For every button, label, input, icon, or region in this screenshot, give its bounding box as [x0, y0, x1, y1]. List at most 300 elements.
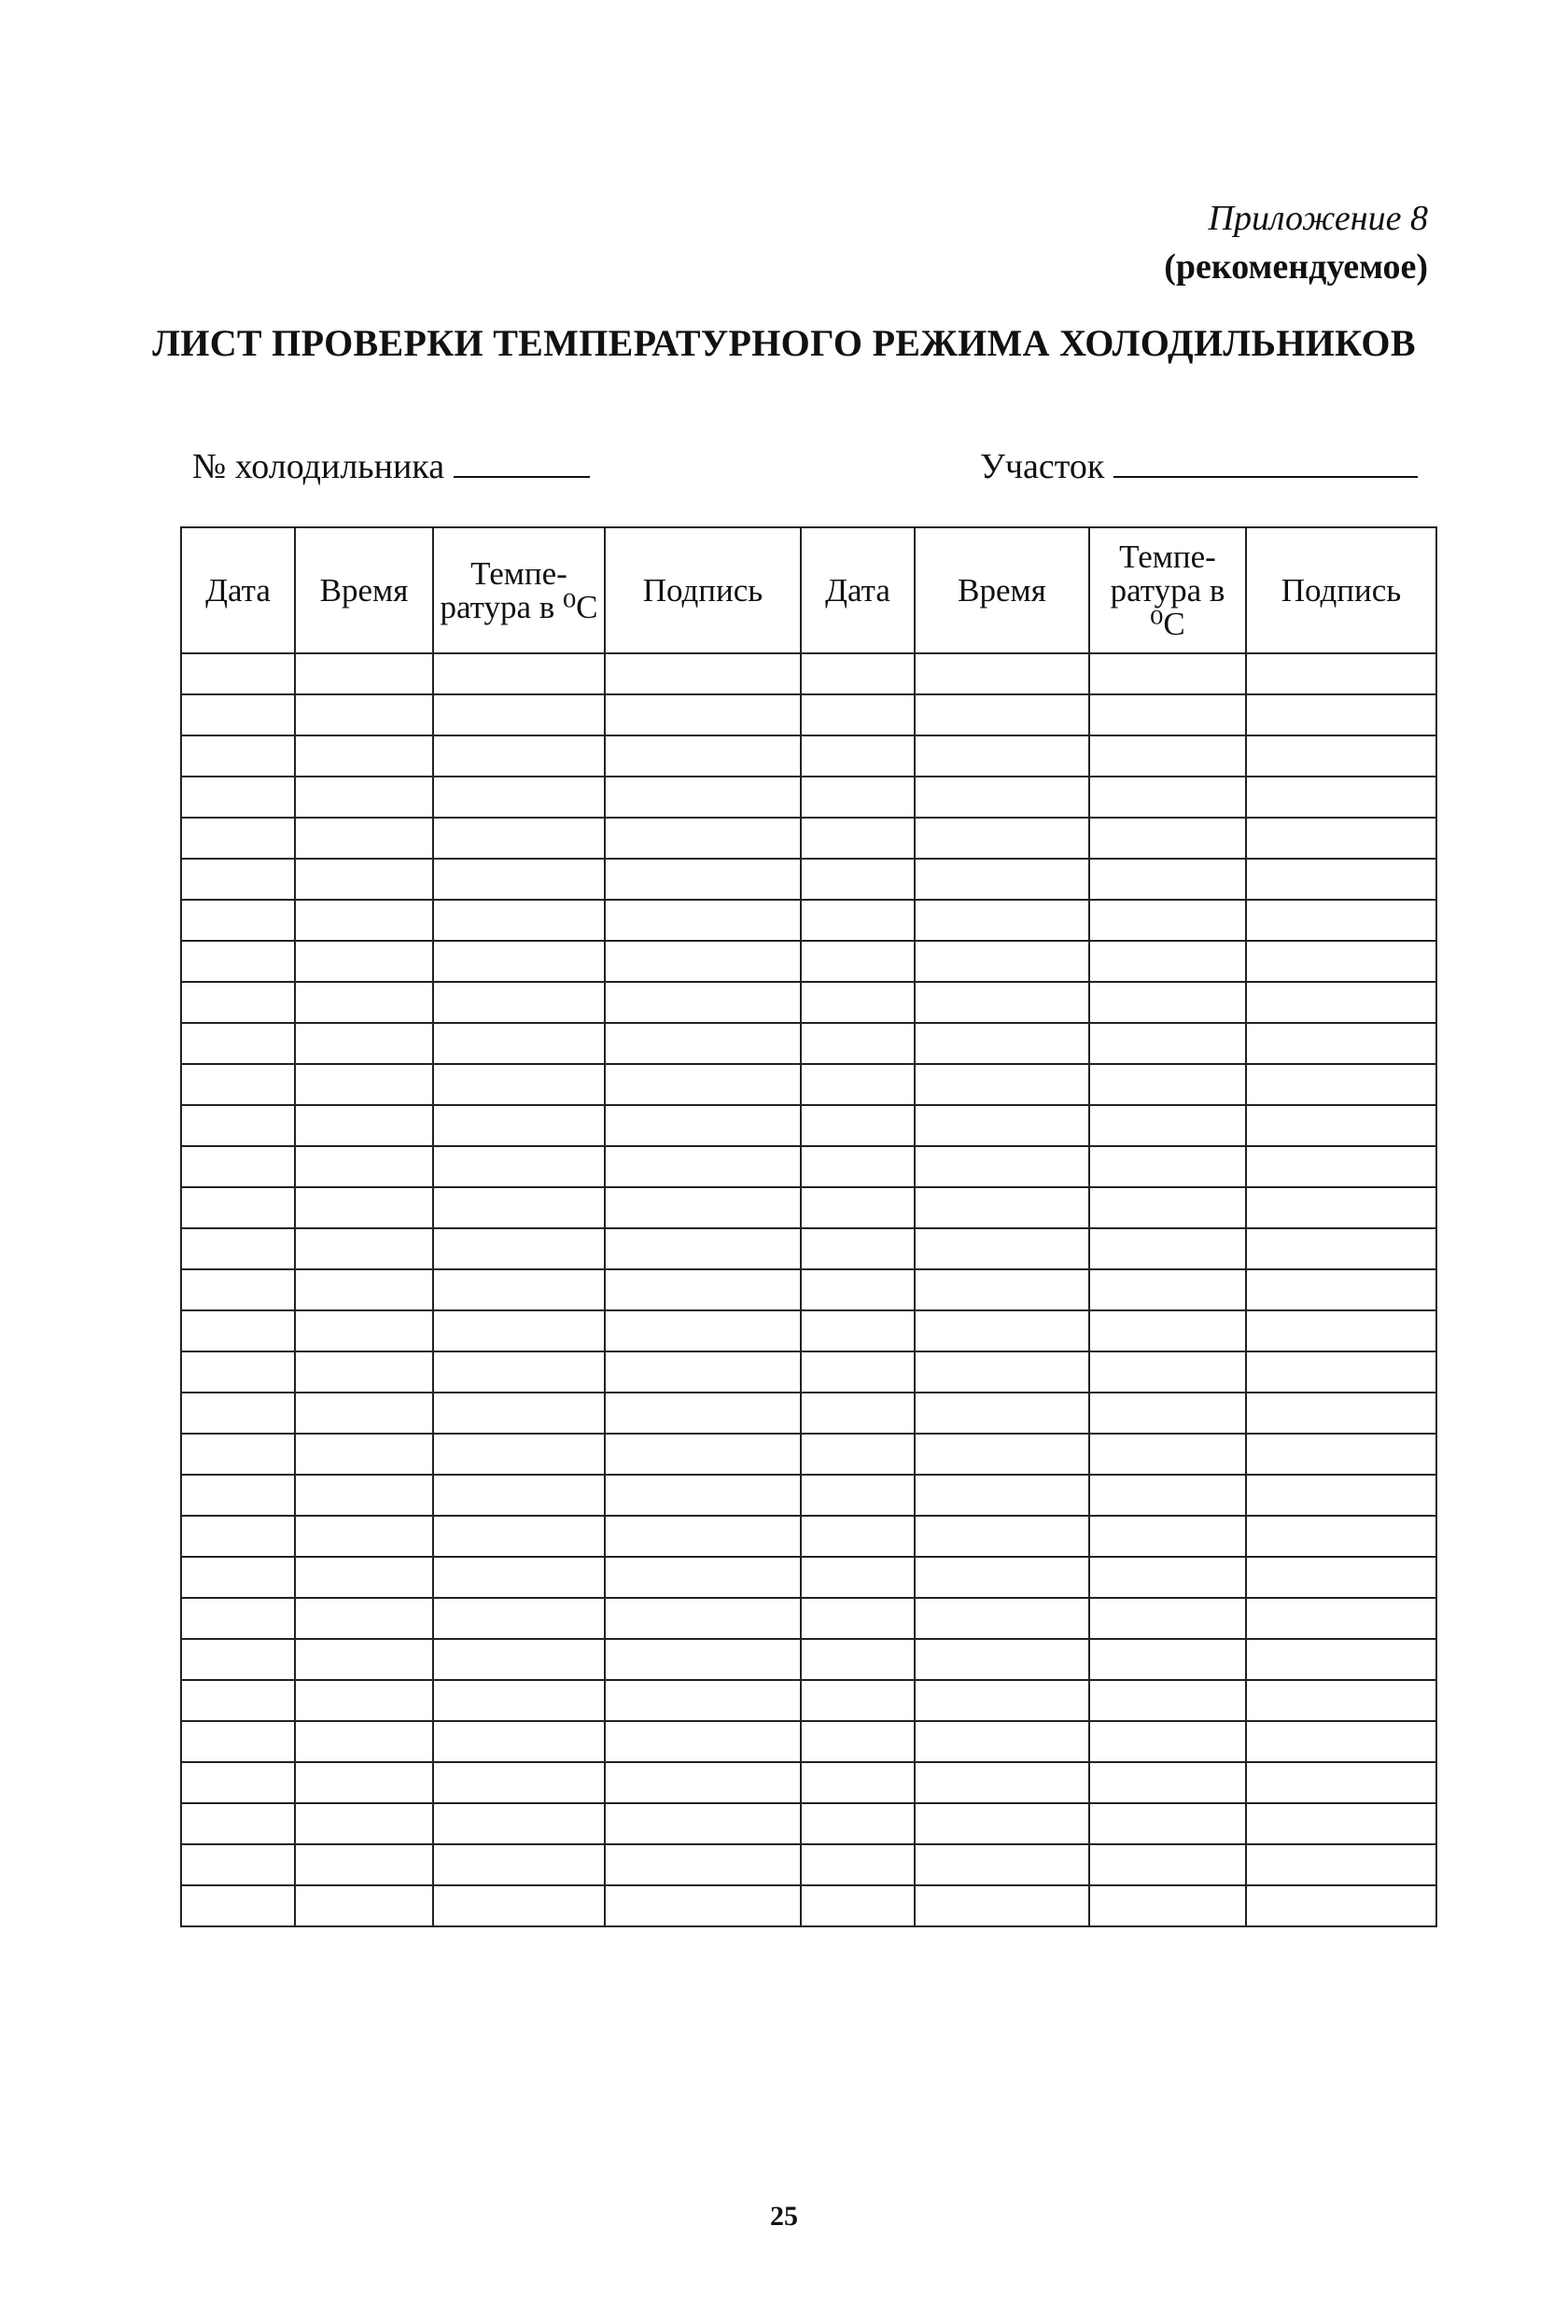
table-cell [295, 941, 433, 982]
table-cell [1089, 1844, 1246, 1885]
table-cell [1246, 1475, 1436, 1516]
table-cell [181, 777, 295, 818]
table-row [181, 1187, 1436, 1228]
table-cell [181, 1064, 295, 1105]
table-cell [433, 818, 605, 859]
table-cell [181, 1639, 295, 1680]
table-cell [433, 1516, 605, 1557]
table-cell [1089, 777, 1246, 818]
table-cell [1089, 1557, 1246, 1598]
table-cell [801, 1885, 915, 1926]
table-cell [1246, 1762, 1436, 1803]
table-cell [433, 694, 605, 735]
table-cell [1246, 1516, 1436, 1557]
table-cell [801, 735, 915, 777]
table-cell [1089, 1475, 1246, 1516]
table-cell [1246, 982, 1436, 1023]
table-cell [1246, 1105, 1436, 1146]
table-row [181, 1762, 1436, 1803]
fridge-number-label: № холодильника [192, 447, 445, 486]
table-cell [181, 1680, 295, 1721]
table-cell [295, 653, 433, 694]
page-number: 25 [770, 2201, 798, 2232]
table-cell [605, 941, 801, 982]
table-cell [915, 1803, 1089, 1844]
table-cell [801, 1105, 915, 1146]
table-cell [295, 1434, 433, 1475]
table-cell [801, 941, 915, 982]
table-cell [801, 777, 915, 818]
table-cell [605, 1639, 801, 1680]
table-cell [801, 1351, 915, 1393]
table-cell [433, 1228, 605, 1269]
table-cell [915, 735, 1089, 777]
table-cell [181, 1269, 295, 1310]
table-cell [915, 1844, 1089, 1885]
table-cell [801, 900, 915, 941]
table-cell [915, 694, 1089, 735]
table-cell [1089, 1762, 1246, 1803]
header-date: Дата [801, 527, 915, 653]
table-cell [181, 1475, 295, 1516]
header-time: Время [915, 527, 1089, 653]
table-cell [1089, 900, 1246, 941]
table-cell [915, 1269, 1089, 1310]
table-cell [433, 1434, 605, 1475]
table-cell [801, 653, 915, 694]
table-cell [915, 1475, 1089, 1516]
table-cell [605, 1803, 801, 1844]
table-row [181, 1023, 1436, 1064]
table-row [181, 1146, 1436, 1187]
appendix-status: (рекомендуемое) [1164, 247, 1428, 287]
table-cell [915, 1721, 1089, 1762]
table-cell [295, 1557, 433, 1598]
table-cell [181, 1434, 295, 1475]
table-cell [181, 818, 295, 859]
table-cell [433, 1598, 605, 1639]
table-cell [1089, 1187, 1246, 1228]
table-cell [1246, 1557, 1436, 1598]
table-cell [1246, 1680, 1436, 1721]
table-cell [1089, 1393, 1246, 1434]
table-cell [1089, 735, 1246, 777]
temperature-log-table [180, 526, 1437, 1927]
section-label: Участок [980, 447, 1105, 486]
table-cell [1246, 777, 1436, 818]
table-cell [1246, 1598, 1436, 1639]
table-cell [801, 1064, 915, 1105]
table-cell [1089, 1023, 1246, 1064]
table-cell [915, 1516, 1089, 1557]
table-row [181, 1885, 1436, 1926]
table-cell [1089, 1516, 1246, 1557]
table-cell [605, 1023, 801, 1064]
table-cell [801, 1844, 915, 1885]
table-cell [605, 818, 801, 859]
table-cell [433, 1885, 605, 1926]
table-header-row [181, 527, 1436, 653]
table-cell [433, 1393, 605, 1434]
table-row [181, 1434, 1436, 1475]
table-cell [295, 1844, 433, 1885]
fridge-number-field [192, 446, 590, 487]
table-cell [181, 900, 295, 941]
table-cell [295, 1762, 433, 1803]
table-cell [295, 859, 433, 900]
table-cell [605, 777, 801, 818]
table-cell [605, 1885, 801, 1926]
table-cell [1089, 1105, 1246, 1146]
table-cell [915, 1885, 1089, 1926]
table-cell [801, 1475, 915, 1516]
table-cell [605, 1064, 801, 1105]
table-cell [1246, 1146, 1436, 1187]
table-cell [801, 1393, 915, 1434]
table-cell [605, 1310, 801, 1351]
table-cell [801, 1228, 915, 1269]
table-cell [433, 1146, 605, 1187]
table-row [181, 653, 1436, 694]
table-cell [295, 1023, 433, 1064]
table-cell [181, 735, 295, 777]
table-cell [1246, 1639, 1436, 1680]
table-cell [605, 653, 801, 694]
table-cell [801, 1557, 915, 1598]
table-cell [605, 1557, 801, 1598]
table-cell [1089, 1680, 1246, 1721]
table-row [181, 1269, 1436, 1310]
table-cell [295, 818, 433, 859]
table-cell [1246, 1269, 1436, 1310]
table-cell [605, 982, 801, 1023]
table-cell [295, 1351, 433, 1393]
table-cell [181, 1803, 295, 1844]
table-row [181, 818, 1436, 859]
table-cell [181, 1721, 295, 1762]
table-cell [915, 777, 1089, 818]
table-cell [1246, 900, 1436, 941]
table-cell [1089, 1721, 1246, 1762]
table-cell [295, 694, 433, 735]
table-cell [181, 859, 295, 900]
table-row [181, 1680, 1436, 1721]
table-cell [605, 859, 801, 900]
table-cell [433, 941, 605, 982]
table-cell [915, 1228, 1089, 1269]
table-cell [1246, 1228, 1436, 1269]
table-cell [295, 1187, 433, 1228]
table-cell [605, 694, 801, 735]
table-cell [1089, 1598, 1246, 1639]
table-cell [915, 1680, 1089, 1721]
table-cell [915, 941, 1089, 982]
table-cell [1246, 1434, 1436, 1475]
table-cell [915, 1557, 1089, 1598]
table-cell [801, 1803, 915, 1844]
table-cell [295, 1721, 433, 1762]
table-row [181, 1351, 1436, 1393]
table-cell [181, 1844, 295, 1885]
table-cell [433, 859, 605, 900]
table-cell [1089, 1228, 1246, 1269]
table-cell [1089, 859, 1246, 900]
table-cell [605, 1475, 801, 1516]
table-cell [1089, 1351, 1246, 1393]
table-cell [181, 1146, 295, 1187]
table-cell [295, 1639, 433, 1680]
table-cell [181, 1105, 295, 1146]
table-cell [915, 900, 1089, 941]
table-cell [915, 982, 1089, 1023]
table-cell [915, 1105, 1089, 1146]
table-cell [1246, 1393, 1436, 1434]
table-cell [295, 1228, 433, 1269]
table-cell [605, 1844, 801, 1885]
table-cell [801, 859, 915, 900]
table-cell [1246, 694, 1436, 735]
table-cell [605, 735, 801, 777]
table-cell [1089, 1639, 1246, 1680]
table-cell [801, 1721, 915, 1762]
table-cell [605, 1187, 801, 1228]
table-row [181, 1393, 1436, 1434]
table-cell [295, 1475, 433, 1516]
table-cell [801, 818, 915, 859]
table-row [181, 777, 1436, 818]
table-cell [181, 1393, 295, 1434]
fridge-number-blank [454, 474, 590, 478]
table-cell [915, 1146, 1089, 1187]
table-row [181, 1639, 1436, 1680]
table-cell [915, 1639, 1089, 1680]
table-cell [1246, 1310, 1436, 1351]
table-cell [1246, 941, 1436, 982]
table-cell [915, 1064, 1089, 1105]
header-signature: Подпись [605, 527, 801, 653]
table-cell [1089, 941, 1246, 982]
table-cell [605, 1146, 801, 1187]
table-cell [1089, 1146, 1246, 1187]
header-temperature: Темпе-ратура в ⁰С [1089, 527, 1246, 653]
table-cell [181, 982, 295, 1023]
table-cell [605, 900, 801, 941]
table-cell [295, 777, 433, 818]
table-cell [433, 1639, 605, 1680]
table-cell [433, 1105, 605, 1146]
table-row [181, 900, 1436, 941]
table-cell [605, 1721, 801, 1762]
table-cell [605, 1105, 801, 1146]
table-cell [915, 1762, 1089, 1803]
table-row [181, 1803, 1436, 1844]
table-cell [433, 982, 605, 1023]
table-cell [181, 1023, 295, 1064]
table-cell [181, 1557, 295, 1598]
section-blank [1113, 474, 1418, 478]
table-cell [605, 1269, 801, 1310]
table-cell [295, 1516, 433, 1557]
table-row [181, 859, 1436, 900]
table-cell [1089, 982, 1246, 1023]
table-cell [605, 1228, 801, 1269]
section-field [980, 446, 1418, 487]
table-cell [801, 1598, 915, 1639]
table-cell [295, 1146, 433, 1187]
table-body [181, 653, 1436, 1926]
table-cell [1246, 1064, 1436, 1105]
table-cell [181, 1762, 295, 1803]
table-cell [433, 653, 605, 694]
table-cell [1246, 1187, 1436, 1228]
table-cell [433, 1269, 605, 1310]
table-cell [801, 1023, 915, 1064]
table-cell [801, 694, 915, 735]
table-cell [801, 1680, 915, 1721]
table-cell [433, 1475, 605, 1516]
table-cell [605, 1680, 801, 1721]
appendix-number: Приложение 8 [1208, 199, 1428, 238]
header-signature: Подпись [1246, 527, 1436, 653]
table-cell [915, 653, 1089, 694]
table-cell [801, 982, 915, 1023]
table-cell [181, 1310, 295, 1351]
table-cell [295, 1885, 433, 1926]
table-cell [915, 1187, 1089, 1228]
table-row [181, 1844, 1436, 1885]
table-cell [801, 1187, 915, 1228]
table-cell [433, 900, 605, 941]
table-cell [181, 1187, 295, 1228]
table-cell [801, 1269, 915, 1310]
table-cell [181, 694, 295, 735]
table-cell [295, 1393, 433, 1434]
table-cell [1246, 735, 1436, 777]
table-cell [915, 1351, 1089, 1393]
table-cell [1089, 1064, 1246, 1105]
table-cell [181, 1228, 295, 1269]
table-cell [433, 1310, 605, 1351]
table-cell [433, 1023, 605, 1064]
table-row [181, 1228, 1436, 1269]
table-cell [1089, 1885, 1246, 1926]
table-cell [915, 818, 1089, 859]
table-cell [801, 1762, 915, 1803]
table-cell [1246, 1023, 1436, 1064]
table-cell [295, 1064, 433, 1105]
table-cell [605, 1393, 801, 1434]
table-row [181, 735, 1436, 777]
table-cell [605, 1351, 801, 1393]
table-cell [915, 859, 1089, 900]
table-cell [1246, 1844, 1436, 1885]
table-cell [1246, 859, 1436, 900]
table-cell [433, 1803, 605, 1844]
table-row [181, 694, 1436, 735]
header-temperature: Темпе-ратура в ⁰С [433, 527, 605, 653]
table-cell [1246, 1351, 1436, 1393]
table-cell [605, 1434, 801, 1475]
table-row [181, 1516, 1436, 1557]
table-cell [433, 777, 605, 818]
table-row [181, 1310, 1436, 1351]
table-cell [1246, 818, 1436, 859]
table-row [181, 1064, 1436, 1105]
table-cell [915, 1434, 1089, 1475]
table-cell [295, 1105, 433, 1146]
table-cell [1089, 694, 1246, 735]
table-row [181, 941, 1436, 982]
table-cell [295, 1803, 433, 1844]
table-cell [915, 1393, 1089, 1434]
table-cell [433, 1844, 605, 1885]
table-cell [1089, 1803, 1246, 1844]
table-cell [433, 1762, 605, 1803]
table-cell [801, 1146, 915, 1187]
table-cell [181, 653, 295, 694]
document-title: ЛИСТ ПРОВЕРКИ ТЕМПЕРАТУРНОГО РЕЖИМА ХОЛОДИЛЬНИКОВ [152, 322, 1416, 364]
table-cell [801, 1516, 915, 1557]
table-cell [295, 982, 433, 1023]
appendix-block [1164, 194, 1428, 291]
table-cell [433, 1680, 605, 1721]
table-row [181, 1105, 1436, 1146]
table-cell [181, 1351, 295, 1393]
table-cell [1246, 1803, 1436, 1844]
table-cell [801, 1310, 915, 1351]
table-cell [605, 1516, 801, 1557]
table-cell [1246, 1885, 1436, 1926]
table-cell [433, 1187, 605, 1228]
table-cell [295, 735, 433, 777]
header-date: Дата [181, 527, 295, 653]
table-cell [181, 1885, 295, 1926]
table-cell [295, 1680, 433, 1721]
table-cell [433, 735, 605, 777]
table-cell [801, 1434, 915, 1475]
table-cell [433, 1721, 605, 1762]
table-cell [1246, 1721, 1436, 1762]
table-cell [295, 1598, 433, 1639]
table-cell [433, 1351, 605, 1393]
table-cell [915, 1023, 1089, 1064]
table-cell [433, 1557, 605, 1598]
table-cell [915, 1310, 1089, 1351]
table-cell [295, 900, 433, 941]
table-cell [915, 1598, 1089, 1639]
table-cell [605, 1598, 801, 1639]
table-row [181, 1721, 1436, 1762]
table-cell [433, 1064, 605, 1105]
table-row [181, 1557, 1436, 1598]
table-cell [605, 1762, 801, 1803]
table-cell [1089, 818, 1246, 859]
table-cell [1089, 1434, 1246, 1475]
table-cell [181, 1516, 295, 1557]
table-cell [181, 941, 295, 982]
header-time: Время [295, 527, 433, 653]
table-cell [1246, 653, 1436, 694]
table-row [181, 1475, 1436, 1516]
table-row [181, 1598, 1436, 1639]
table-row [181, 982, 1436, 1023]
table-cell [1089, 1310, 1246, 1351]
table-cell [801, 1639, 915, 1680]
table-cell [1089, 653, 1246, 694]
table-cell [1089, 1269, 1246, 1310]
table-cell [295, 1310, 433, 1351]
table-cell [295, 1269, 433, 1310]
